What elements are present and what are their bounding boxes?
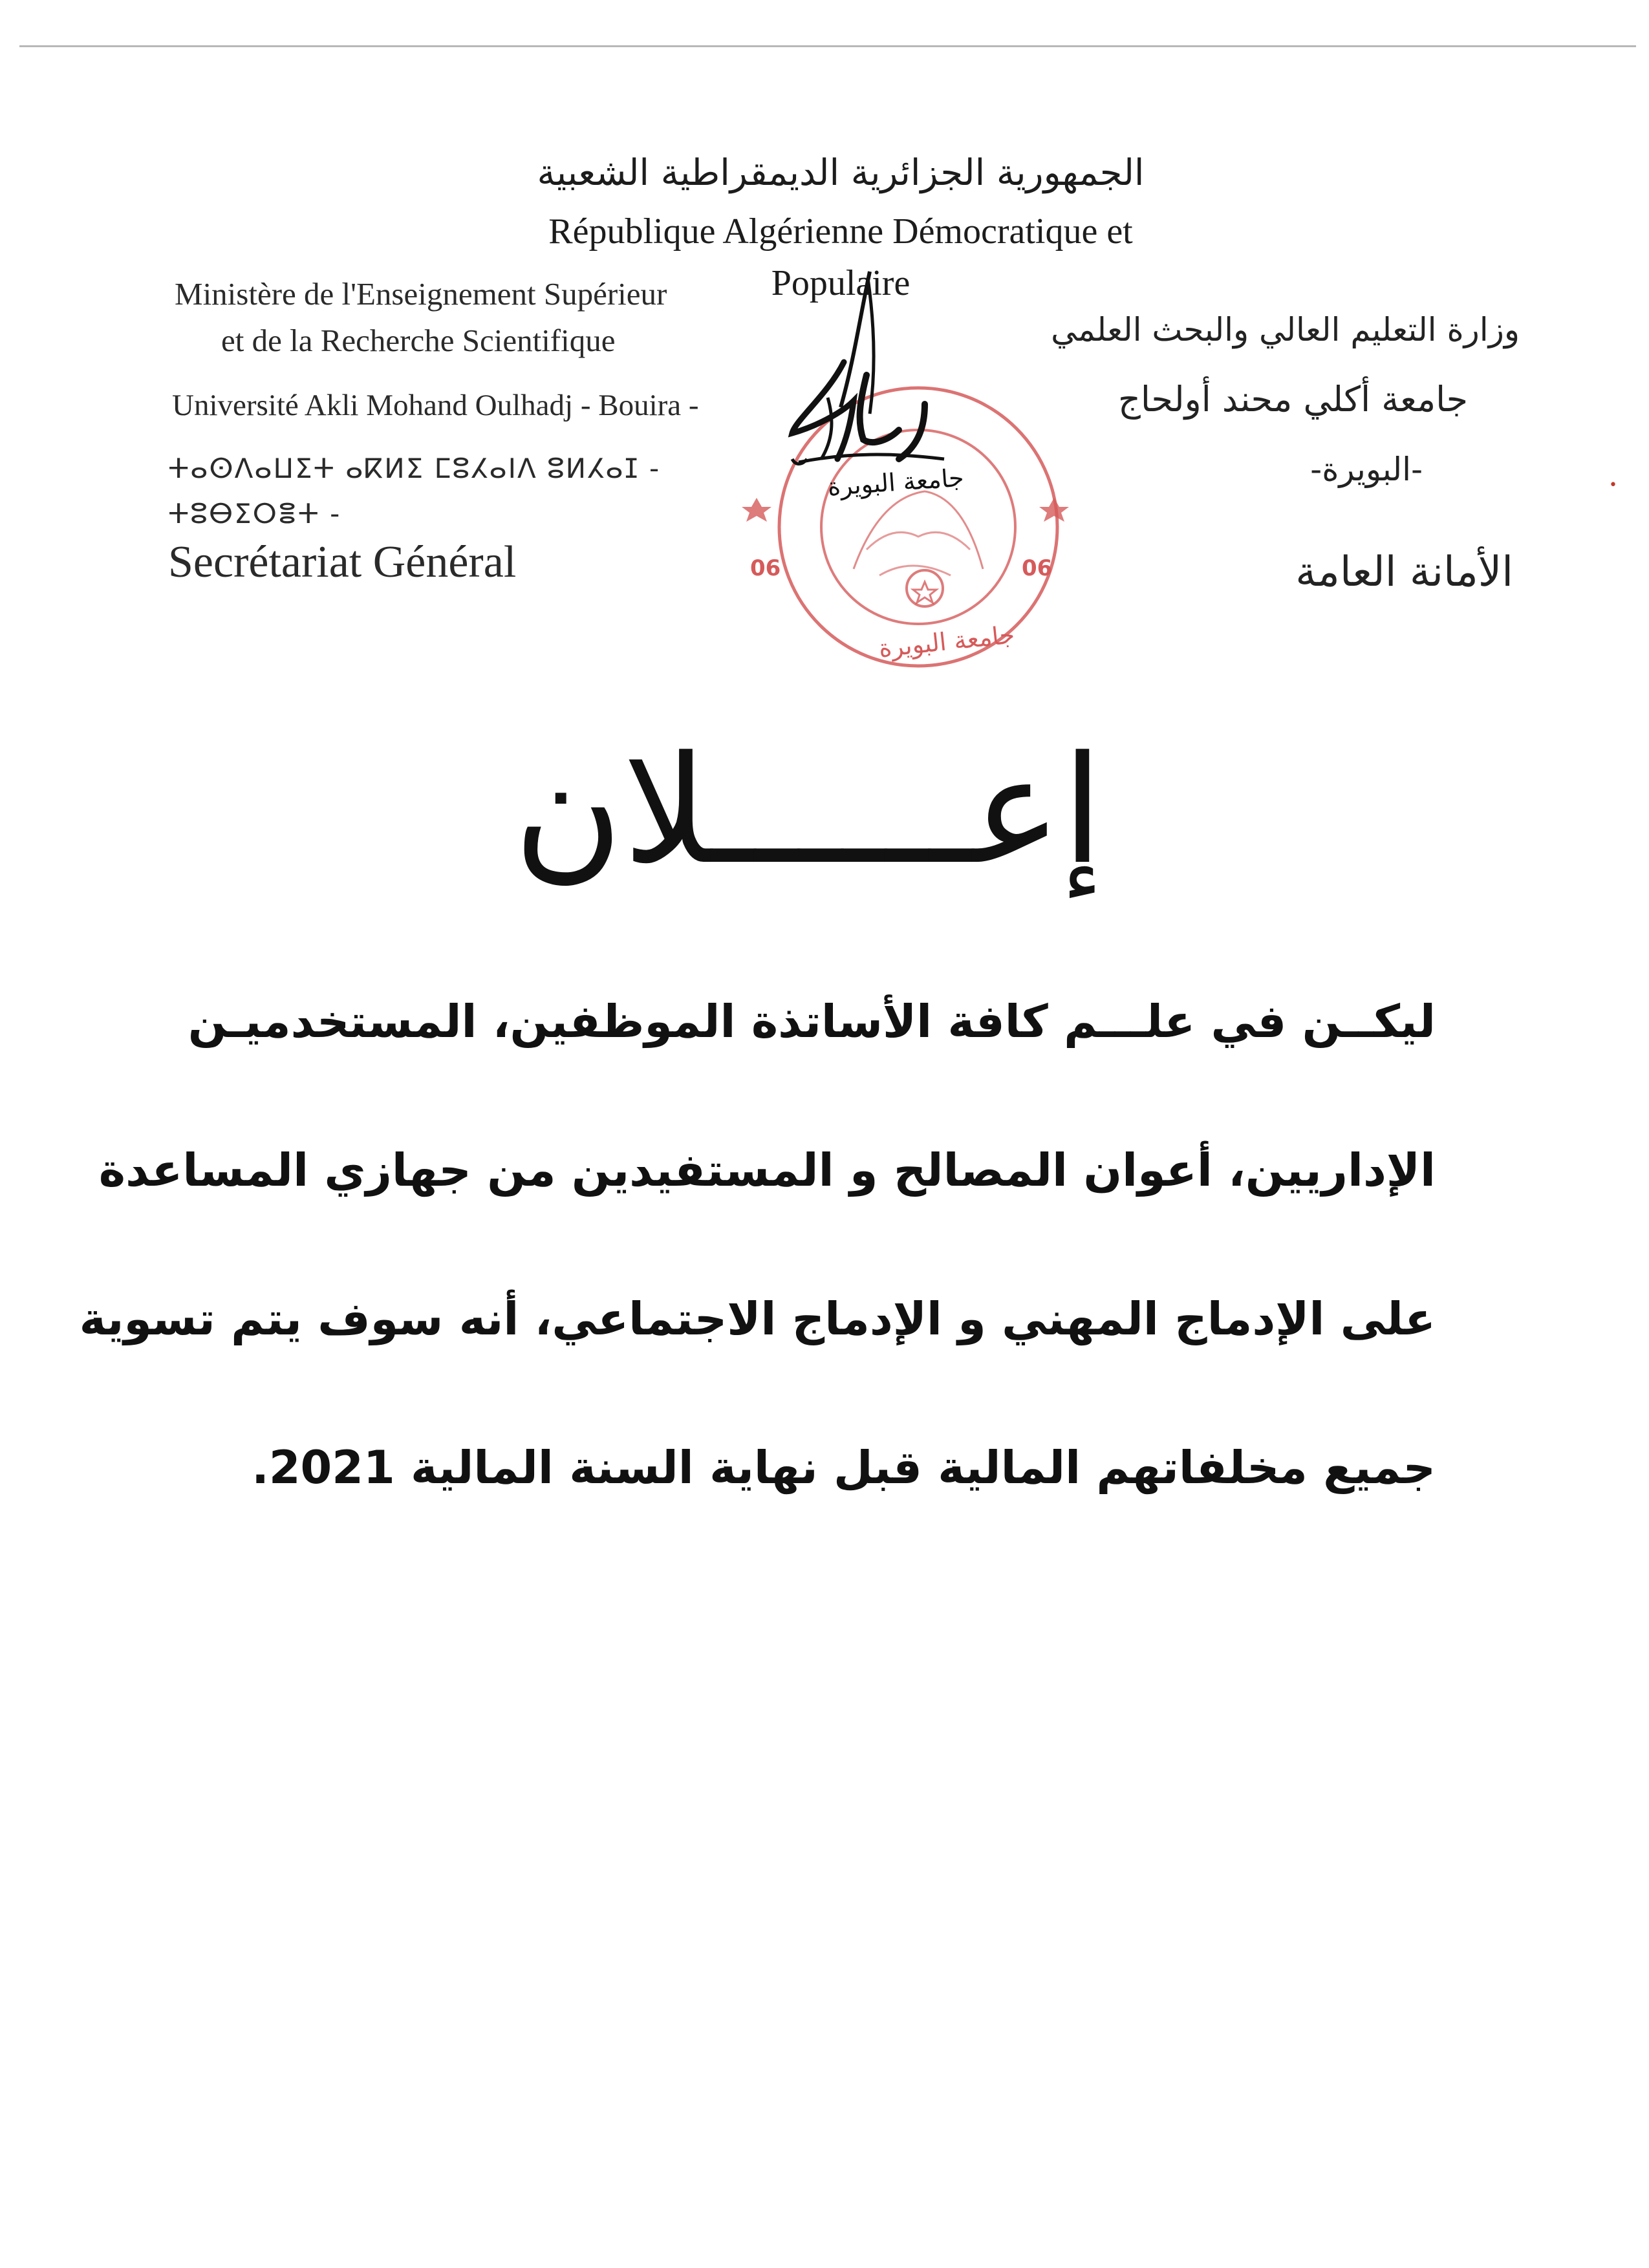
ministry-line-1: Ministère de l'Enseignement Supérieur (175, 276, 667, 312)
scan-artifact-mark: • (1609, 477, 1617, 493)
stamp-text-bottom: جامعة البويرة (877, 620, 1017, 663)
university-logo (792, 272, 965, 502)
university-name: Université Akli Mohand Oulhadj - Bouira - (172, 389, 699, 422)
body-line-4: جميع مخلفاتهم المالية قبل نهاية السنة المالية 2021. (252, 1441, 1436, 1494)
department-arabic: الأمانة العامة (1295, 548, 1513, 596)
stamp-number-right: 06 (1022, 555, 1053, 581)
republic-title-arabic: الجمهورية الجزائرية الديمقراطية الشعبية (537, 152, 1145, 194)
republic-title-french: République Algérienne Démocratique et Populaire (548, 211, 1133, 303)
city-arabic: -البويرة- (1310, 451, 1423, 488)
ministry-line-2: et de la Recherche Scientifique (221, 323, 616, 358)
announcement-title: إعــــــلان (513, 725, 1103, 897)
logo-caption-arabic: جامعة البويرة (826, 463, 965, 502)
scan-border-line (19, 45, 1636, 47)
university-name-tifinagh: ⵜⴰⵙⴷⴰⵡⵉⵜ ⴰⴽⵍⵉ ⵎⵓⵃⴰⵏⴷ ⵓⵍⵃⴰⵊ - ⵜⵓⴱⵉⵔⴻⵜ - (168, 453, 661, 530)
ministry-arabic: وزارة التعليم العالي والبحث العلمي (1051, 311, 1520, 348)
body-line-2: الإداريين، أعوان المصالح و المستفيدين من جهازي المساعدة (98, 1144, 1436, 1197)
university-emblem-and-stamp (731, 265, 1053, 679)
department-name: Secrétariat Général (168, 537, 517, 587)
body-line-3: على الإدماج المهني و الإدماج الاجتماعي، أنه سوف يتم تسوية (79, 1292, 1436, 1345)
stamp-number-left: 06 (750, 555, 781, 581)
university-arabic: جامعة أكلي محند أولحاج (1118, 379, 1468, 420)
body-line-1: ليكــن في علـــم كافة الأساتذة الموظفين، المستخدميـن (188, 995, 1436, 1048)
